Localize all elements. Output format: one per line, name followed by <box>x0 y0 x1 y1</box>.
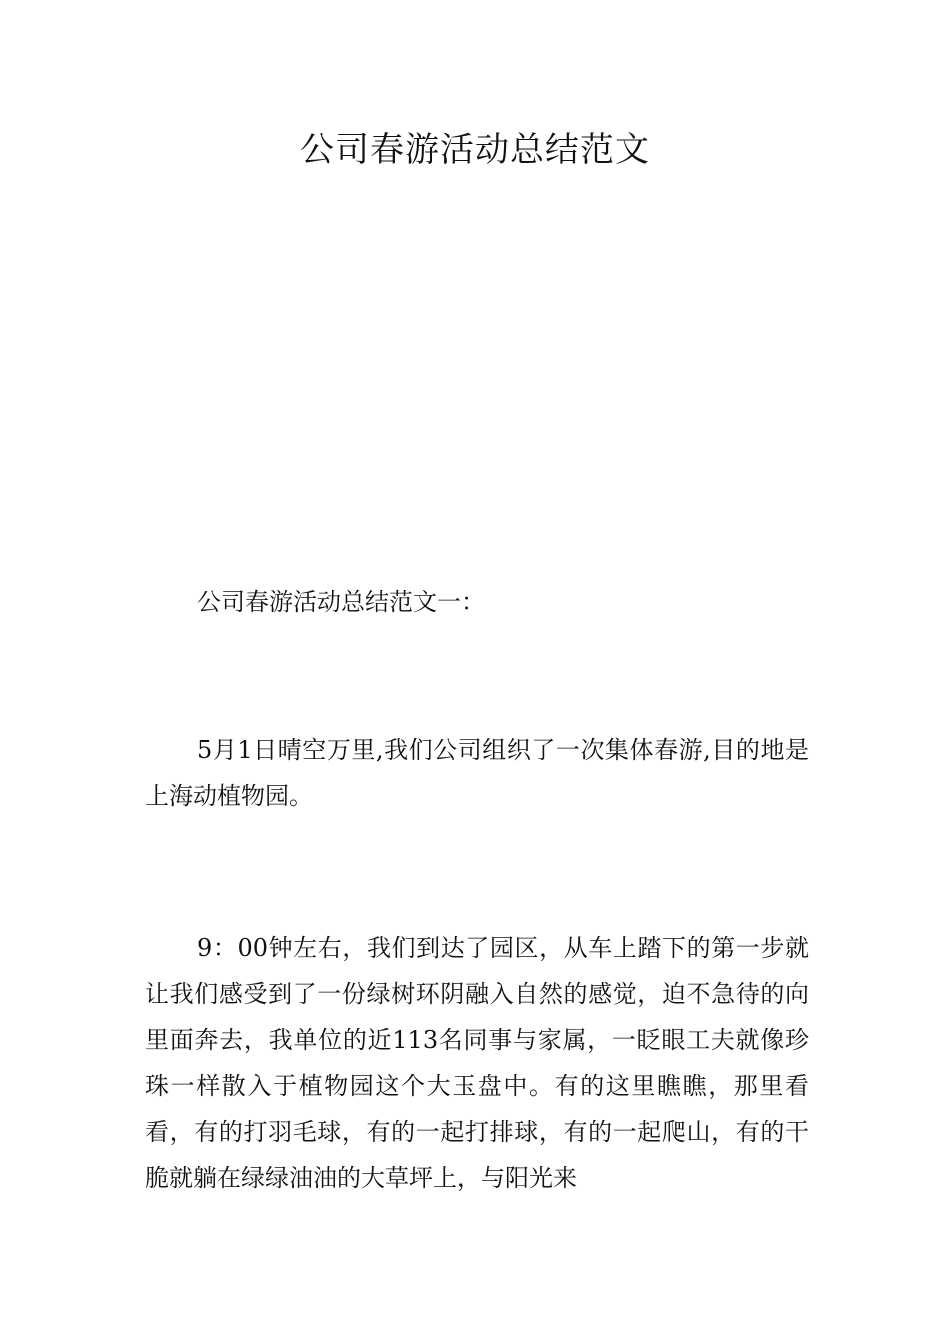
document-title: 公司春游活动总结范文 <box>300 130 650 170</box>
section-heading: 公司春游活动总结范文一： <box>197 588 485 616</box>
body-paragraph: 5月1日晴空万里,我们公司组织了一次集体春游,目的地是上海动植物园。 <box>145 736 809 810</box>
body-paragraph: 9：00钟左右，我们到达了园区，从车上踏下的第一步就让我们感受到了一份绿树环阴融入自然的感觉，迫不急待的向里面奔去，我单位的近113名同事与家属，一眨眼工夫就像珍珠一样散入于植物园这个大玉盘中。有的这里瞧瞧，那里看看，有的打羽毛球，有的一起打排球，有的一起爬山，有的干脆就躺在绿绿油油的大草坪上，与阳光来 <box>145 934 809 1192</box>
